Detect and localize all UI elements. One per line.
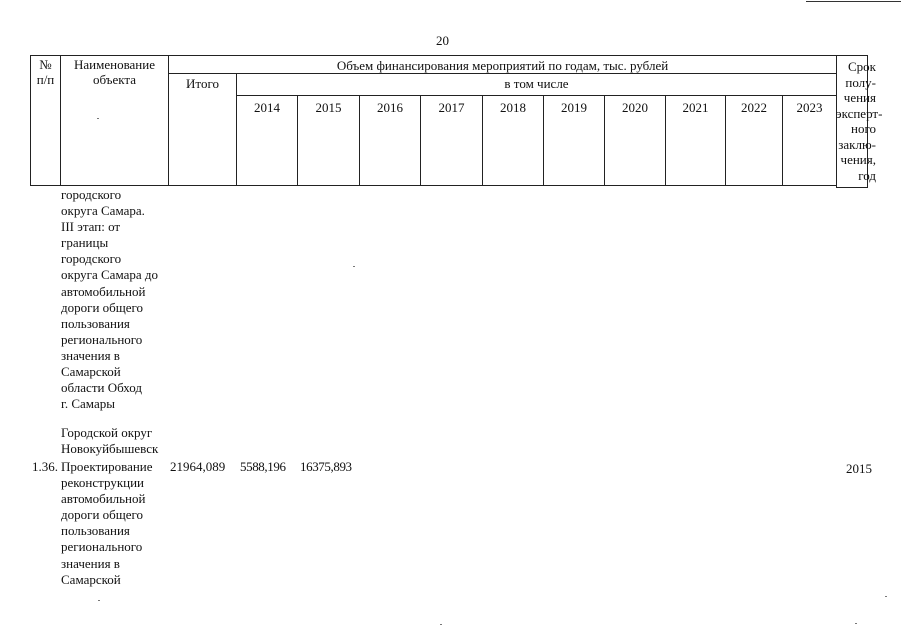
header-year-2019: 2019: [561, 100, 587, 115]
header-year-2022: 2022: [741, 100, 767, 115]
header-year-2015: 2015: [315, 100, 342, 115]
scan-speck: [98, 600, 100, 601]
scan-speck: [440, 624, 442, 625]
header-year-2023: 2023: [796, 100, 823, 115]
header-year-2020: 2020: [622, 100, 648, 115]
header-term-column: Срок полу- чения эксперт- ного заклю- чения, год: [836, 59, 883, 183]
page-number: 20: [436, 33, 449, 48]
row-total: 21964,089: [170, 459, 226, 474]
scan-speck: [97, 118, 99, 119]
scan-speck: [885, 596, 887, 597]
scan-speck: [353, 266, 355, 267]
continued-object-name: городского округа Самара. III этап: от границы городского округа Самара до автомобильной дороги общего пользования регионального значения в Самарской области Обход г. Самары: [61, 187, 158, 412]
header-including: в том числе: [504, 76, 569, 91]
row-object-name: Проектирование реконструкции автомобильной дороги общего пользования регионального значения в Самарской: [61, 459, 153, 587]
scan-speck: [855, 623, 857, 624]
header-name-column: Наименование объекта: [74, 57, 155, 87]
district-heading: Городской округ Новокуйбышевск: [61, 425, 159, 457]
header-year-2018: 2018: [500, 100, 526, 115]
header-year-2014: 2014: [254, 100, 280, 115]
row-2014: 5588,196: [240, 459, 286, 474]
row-number: 1.36.: [32, 459, 58, 474]
header-total: Итого: [186, 76, 219, 91]
header-number-column: № п/п: [36, 57, 55, 87]
row-term: 2015: [846, 461, 872, 476]
row-2015: 16375,893: [300, 459, 352, 474]
header-year-2016: 2016: [377, 100, 403, 115]
header-financing-title: Объем финансирования мероприятий по годам, тыс. рублей: [336, 58, 669, 73]
corner-rule: [806, 1, 901, 2]
header-year-2017: 2017: [438, 100, 465, 115]
header-year-2021: 2021: [682, 100, 709, 115]
